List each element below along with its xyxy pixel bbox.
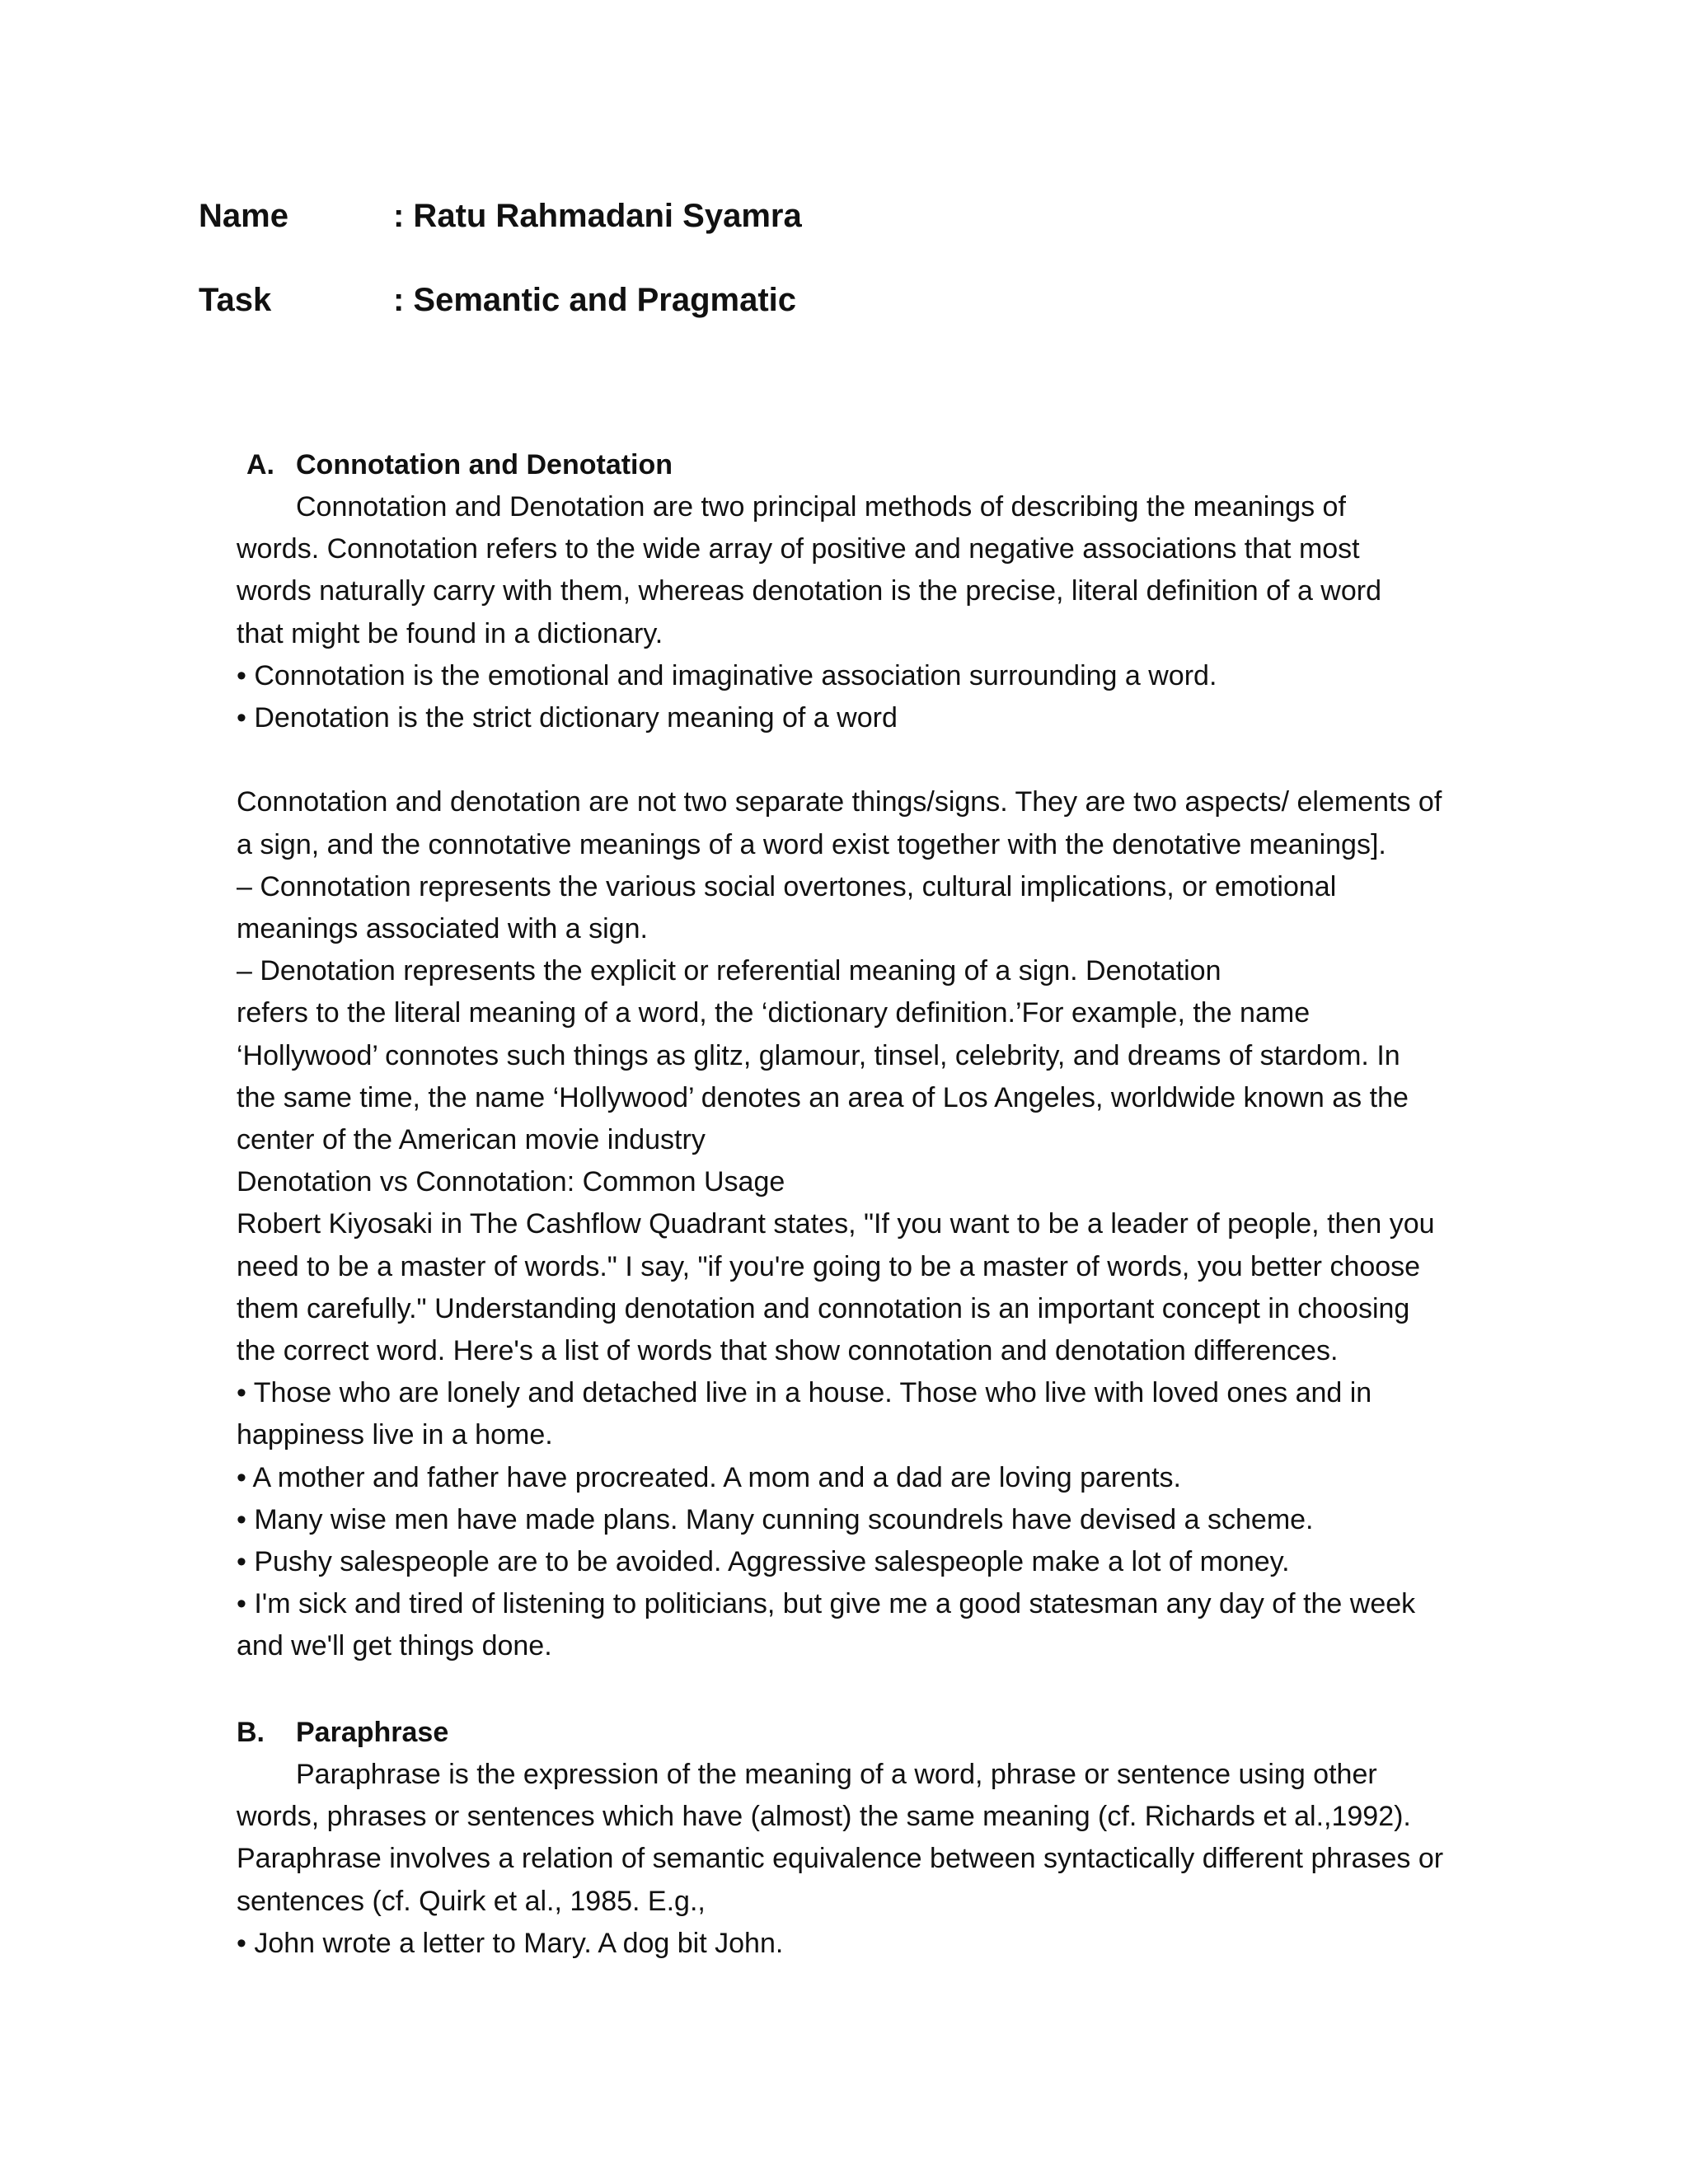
- paragraph-line: that might be found in a dictionary.: [237, 617, 663, 649]
- paragraph-line: meanings associated with a sign.: [237, 913, 648, 945]
- paragraph-line: – Denotation represents the explicit or referential meaning of a sign. Denotation: [237, 955, 1221, 987]
- paragraph-line: the same time, the name ‘Hollywood’ denotes an area of Los Angeles, worldwide known as the: [237, 1081, 1409, 1113]
- paragraph-line: ‘Hollywood’ connotes such things as glitz, glamour, tinsel, celebrity, and dreams of stardom. In: [237, 1039, 1400, 1071]
- bullet-line: • Denotation is the strict dictionary meaning of a word: [237, 702, 898, 734]
- paragraph-line: center of the American movie industry: [237, 1124, 706, 1156]
- bullet-line: • John wrote a letter to Mary. A dog bit John.: [237, 1927, 784, 1959]
- paragraph-line: words. Connotation refers to the wide array of positive and negative associations that most: [237, 533, 1360, 565]
- section-b-title: Paraphrase: [296, 1717, 449, 1748]
- paragraph-line: happiness live in a home.: [237, 1419, 553, 1451]
- section-a-letter: A.: [246, 449, 274, 480]
- task-label: Task: [199, 282, 272, 318]
- paragraph-line: and we'll get things done.: [237, 1630, 552, 1662]
- paragraph-line: sentences (cf. Quirk et al., 1985. E.g.,: [237, 1885, 706, 1917]
- section-a-body: [237, 486, 1498, 1668]
- paragraph-line: Denotation vs Connotation: Common Usage: [237, 1166, 785, 1198]
- blank-line: [237, 739, 1498, 781]
- paragraph-line: words naturally carry with them, whereas denotation is the precise, literal definition of a word: [237, 575, 1382, 607]
- paragraph-line: Paraphrase involves a relation of semantic equivalence between syntactically different phrases or: [237, 1843, 1444, 1875]
- task-value: : Semantic and Pragmatic: [393, 282, 797, 318]
- section-a-title: Connotation and Denotation: [296, 449, 673, 480]
- paragraph-line: refers to the literal meaning of a word, the ‘dictionary definition.’For example, the name: [237, 997, 1311, 1029]
- paragraph-line: Robert Kiyosaki in The Cashflow Quadrant states, "If you want to be a leader of people, then you: [237, 1208, 1435, 1240]
- bullet-line: • I'm sick and tired of listening to politicians, but give me a good statesman any day of the week: [237, 1588, 1416, 1620]
- paragraph-line: Paraphrase is the expression of the meaning of a word, phrase or sentence using other: [296, 1759, 1377, 1790]
- paragraph-line: words, phrases or sentences which have (almost) the same meaning (cf. Richards et al.,1992).: [237, 1801, 1411, 1833]
- section-b-body: [237, 1754, 1498, 1965]
- paragraph-line: need to be a master of words." I say, "if you're going to be a master of words, you better choose: [237, 1250, 1421, 1282]
- bullet-line: • Those who are lonely and detached live in a house. Those who live with loved ones and in: [237, 1377, 1372, 1409]
- paragraph-line: Connotation and Denotation are two principal methods of describing the meanings of: [296, 491, 1346, 523]
- bullet-line: • A mother and father have procreated. A mom and a dad are loving parents.: [237, 1461, 1181, 1493]
- name-row: [199, 196, 802, 236]
- paragraph-line: them carefully." Understanding denotation and connotation is an important concept in choosing: [237, 1292, 1410, 1324]
- section-b-letter: B.: [237, 1717, 265, 1748]
- paragraph-line: – Connotation represents the various social overtones, cultural implications, or emotional: [237, 870, 1337, 902]
- bullet-line: • Many wise men have made plans. Many cunning scoundrels have devised a scheme.: [237, 1503, 1314, 1535]
- paragraph-line: Connotation and denotation are not two separate things/signs. They are two aspects/ elements of: [237, 786, 1442, 818]
- name-value: : Ratu Rahmadani Syamra: [393, 198, 802, 234]
- name-label: Name: [199, 198, 288, 234]
- paragraph-line: the correct word. Here's a list of words that show connotation and denotation differences.: [237, 1335, 1339, 1367]
- bullet-line: • Pushy salespeople are to be avoided. Aggressive salespeople make a lot of money.: [237, 1546, 1290, 1578]
- task-row: [199, 280, 796, 320]
- paragraph-line: a sign, and the connotative meanings of a word exist together with the denotative meanings].: [237, 828, 1386, 860]
- bullet-line: • Connotation is the emotional and imaginative association surrounding a word.: [237, 659, 1217, 691]
